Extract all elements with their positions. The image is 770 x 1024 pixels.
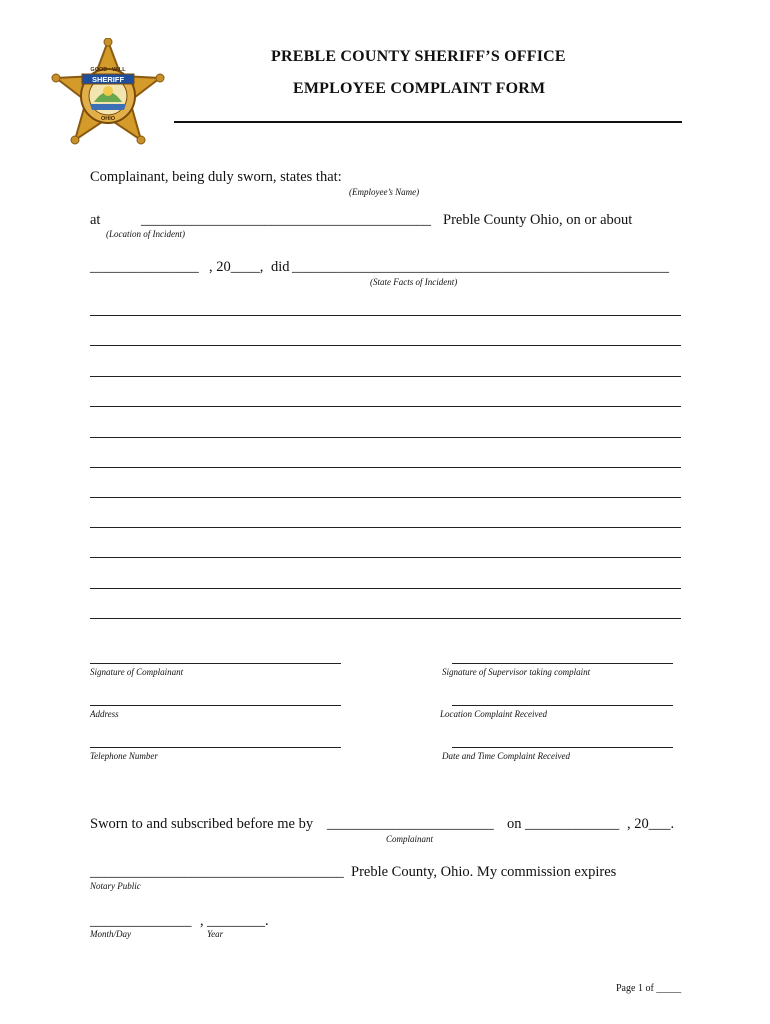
facts-line[interactable] — [90, 315, 681, 316]
on-label: on — [507, 816, 522, 832]
facts-line[interactable] — [90, 467, 681, 468]
facts-line[interactable] — [90, 437, 681, 438]
header-rule — [174, 121, 682, 123]
location-received-caption: Location Complaint Received — [440, 709, 547, 719]
complainant-signature-line[interactable] — [90, 663, 341, 664]
notary-caption: Notary Public — [90, 881, 141, 891]
badge-bottom-text: OHIO — [100, 116, 116, 122]
facts-line[interactable] — [90, 345, 681, 346]
facts-caption: (State Facts of Incident) — [370, 277, 458, 287]
commission-monthday-field[interactable]: ______________ — [90, 913, 192, 929]
facts-line[interactable] — [90, 527, 681, 528]
date-received-line[interactable] — [452, 747, 673, 748]
sworn-complainant-field[interactable]: _______________________ — [327, 816, 494, 832]
did-label: did — [271, 259, 290, 275]
page-number: Page 1 of _____ — [616, 983, 682, 994]
incident-date-field[interactable]: _______________ — [90, 259, 199, 275]
star-badge-icon — [52, 38, 164, 144]
facts-line[interactable] — [90, 376, 681, 377]
sheriff-badge-logo — [50, 38, 166, 150]
complainant-caption: Complainant — [386, 834, 434, 844]
year-caption: Year — [207, 929, 224, 939]
incident-year-field[interactable]: , 20____, — [209, 259, 264, 275]
location-received-line[interactable] — [452, 705, 673, 706]
facts-line[interactable] — [90, 618, 681, 619]
location-field[interactable]: ________________________________________ — [141, 212, 431, 228]
supervisor-signature-line[interactable] — [452, 663, 673, 664]
location-caption: (Location of Incident) — [106, 229, 185, 239]
sworn-year-field[interactable]: , 20___. — [627, 816, 675, 832]
office-title: PREBLE COUNTY SHERIFF’S OFFICE — [271, 48, 566, 65]
location-suffix: Preble County Ohio, on or about — [443, 212, 633, 228]
facts-line[interactable] — [90, 588, 681, 589]
did-field[interactable]: ____________________________________________________ — [292, 259, 669, 275]
form-title: EMPLOYEE COMPLAINT FORM — [293, 80, 546, 97]
address-caption: Address — [90, 709, 119, 719]
commission-year-field[interactable]: ________. — [207, 913, 269, 929]
complainant-signature-caption: Signature of Complainant — [90, 667, 184, 677]
comma: , — [200, 913, 204, 929]
telephone-line[interactable] — [90, 747, 341, 748]
date-received-caption: Date and Time Complaint Received — [442, 751, 570, 761]
statement-intro: Complainant, being duly sworn, states that: — [90, 169, 342, 185]
facts-line[interactable] — [90, 557, 681, 558]
employee-name-caption: (Employee’s Name) — [349, 187, 420, 197]
telephone-caption: Telephone Number — [90, 751, 158, 761]
commission-text: Preble County, Ohio. My commission expires — [351, 864, 617, 880]
sworn-date-field[interactable]: _____________ — [525, 816, 620, 832]
facts-line[interactable] — [90, 406, 681, 407]
badge-top-text: GOOD · WILL — [90, 67, 126, 73]
at-label: at — [90, 212, 101, 228]
supervisor-signature-caption: Signature of Supervisor taking complaint — [442, 667, 591, 677]
sworn-text: Sworn to and subscribed before me by — [90, 816, 314, 832]
facts-line[interactable] — [90, 497, 681, 498]
monthday-caption: Month/Day — [90, 929, 131, 939]
notary-field[interactable]: ___________________________________ — [90, 864, 344, 880]
address-line[interactable] — [90, 705, 341, 706]
badge-banner-text: SHERIFF — [91, 75, 125, 84]
